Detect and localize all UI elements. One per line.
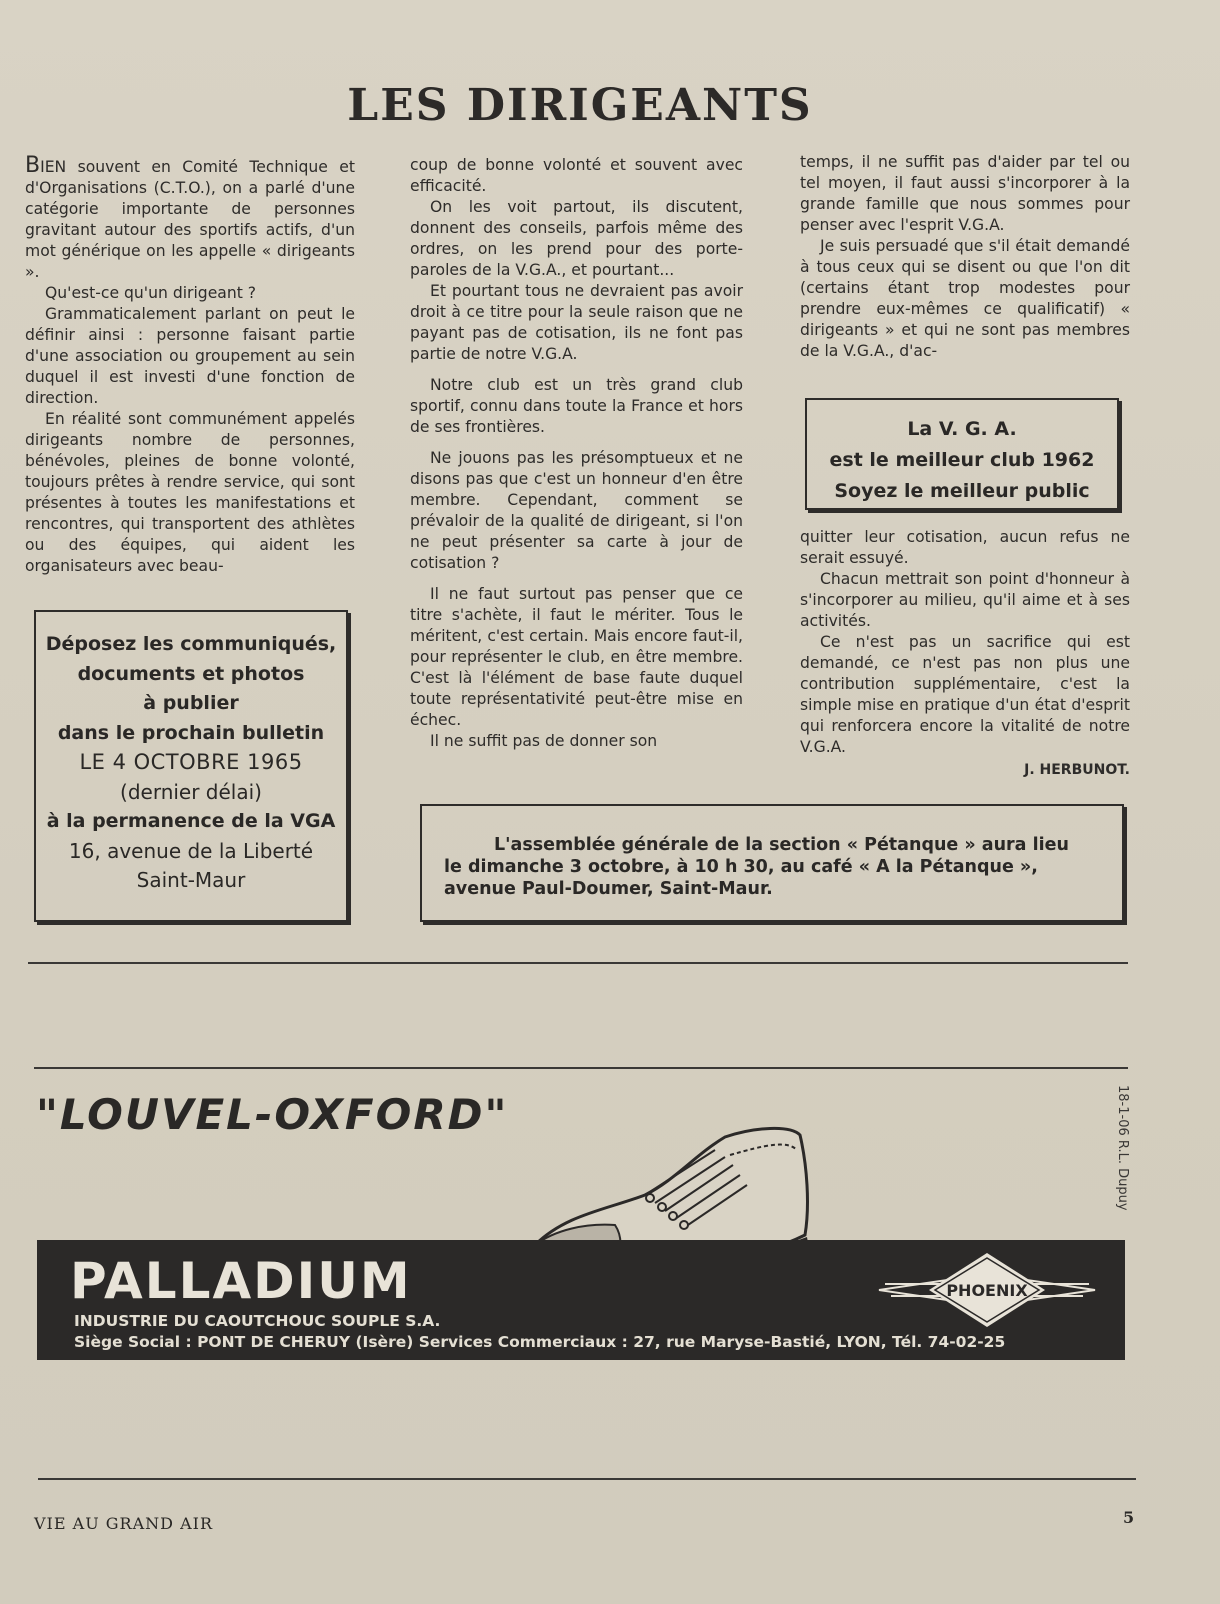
page-number: 5	[1123, 1508, 1135, 1527]
vga-line-1: La V. G. A.	[907, 418, 1017, 440]
ad-slogan: "LOUVEL-OXFORD"	[36, 1090, 509, 1139]
deposit-line-4: dans le prochain bulletin	[57, 721, 325, 744]
deposit-line-1: Déposez les communiqués,	[45, 633, 337, 655]
author-signature: J. HERBUNOT.	[1024, 762, 1130, 778]
deposit-date: LE 4 OCTOBRE 1965	[79, 750, 303, 774]
vga-notice-box	[805, 398, 1119, 510]
deposit-notice-box	[34, 610, 348, 922]
deposit-line-3: à publier	[143, 692, 239, 714]
paragraph: temps, il ne suffit pas d'aider par tel ou tel moyen, il faut aussi s'incorporer à la grande famille que nous sommes pour penser avec l'esprit V.G.A.	[800, 153, 1130, 234]
vga-line-3: Soyez le meilleur public	[834, 480, 1090, 502]
deposit-line-6: (dernier délai)	[120, 779, 262, 804]
deposit-line-2: documents et photos	[77, 662, 305, 685]
paragraph: Et pourtant tous ne devraient pas avoir droit à ce titre pour la seule raison que ne payant pas de cotisation, ils ne font pas partie de notre V.G.A.	[410, 282, 743, 363]
divider	[38, 1478, 1136, 1480]
article-title: LES DIRIGEANTS	[347, 80, 813, 131]
petanque-line-1: L'assemblée générale de la section « Pétanque » aura lieu	[494, 835, 1069, 855]
brand-name: PALLADIUM	[70, 1252, 412, 1310]
magazine-name: VIE AU GRAND AIR	[34, 1514, 213, 1533]
article-column-3-continued	[800, 527, 1130, 781]
paragraph: Grammaticalement parlant on peut le définir ainsi : personne faisant partie d'une association ou groupement au sein duquel il est investi d'une fonction de direction.	[25, 305, 355, 407]
palladium-banner	[37, 1240, 1125, 1360]
petanque-line-2: le dimanche 3 octobre, à 10 h 30, au café « A la Pétanque »,	[444, 857, 1038, 877]
deposit-line-7: à la permanence de la VGA	[46, 810, 336, 832]
paragraph: Il ne faut surtout pas penser que ce titre s'achète, il faut le mériter. Tous le méritent, c'est certain. Mais encore faut-il, pour représenter le club, en être membre. C'est là l'élément de base faute duquel toute représentativité peut-être mise en échec.	[410, 585, 743, 729]
drop-cap: B	[25, 153, 41, 178]
paragraph: Ne jouons pas les présomptueux et ne disons pas que c'est un honneur d'en être membre. Cependant, comment se prévaloir de la qualité de dirigeant, si l'on ne peut présenter sa carte à jour de cotisation ?	[410, 449, 743, 572]
petanque-line-3: avenue Paul-Doumer, Saint-Maur.	[444, 879, 773, 899]
paragraph: coup de bonne volonté et souvent avec efficacité.	[410, 156, 743, 195]
paragraph: Je suis persuadé que s'il était demandé à tous ceux qui se disent ou que l'on dit (certains étant trop modestes pour prendre eux-mêmes ce qualificatif) « dirigeants » et qui ne sont pas membres de la V.G.A., d'ac-	[800, 237, 1130, 360]
article-column-1	[25, 155, 355, 577]
logo-text: PHOENIX	[946, 1281, 1028, 1300]
paragraph: quitter leur cotisation, aucun refus ne serait essuyé.	[800, 528, 1130, 567]
paragraph: Chacun mettrait son point d'honneur à s'incorporer au milieu, qu'il aime et à ses activités.	[800, 570, 1130, 630]
company-name: INDUSTRIE DU CAOUTCHOUC SOUPLE S.A.	[74, 1312, 441, 1330]
phoenix-logo	[877, 1250, 1097, 1330]
petanque-notice-box	[420, 804, 1124, 922]
ad-credit: 18-1-06 R.L. Dupuy	[1115, 1085, 1130, 1211]
paragraph: Il ne suffit pas de donner son	[430, 732, 658, 750]
paragraph: Notre club est un très grand club sportif, connu dans toute la France et hors de ses frontières.	[410, 376, 743, 436]
paragraph: En réalité sont communément appelés dirigeants nombre de personnes, bénévoles, pleines de bonne volonté, toujours prêtes à rendre service, qui sont présentes à toutes les manifestations et rencontres, qui transportent des athlètes ou des équipes, qui aident les organisateurs avec beau-	[25, 410, 355, 575]
paragraph: Ce n'est pas un sacrifice qui est demandé, ce n'est pas non plus une contribution supplémentaire, c'est la simple mise en pratique d'un état d'esprit qui renforcera encore la vitalité de notre V.G.A.	[800, 633, 1130, 756]
deposit-line-8: 16, avenue de la Liberté	[68, 838, 314, 863]
article-column-3	[800, 152, 1130, 362]
paragraph: On les voit partout, ils discutent, donnent des conseils, parfois même des ordres, on les prend pour des porte-paroles de la V.G.A., et pourtant...	[410, 198, 743, 279]
vga-line-2: est le meilleur club 1962	[829, 449, 1095, 471]
divider	[34, 1067, 1128, 1069]
divider	[28, 962, 1128, 964]
paragraph: BIEN souvent en Comité Technique et d'Organisations (C.T.O.), on a parlé d'une catégorie importante de personnes gravitant autour des sportifs actifs, d'un mot générique on les appelle « dirigeants ».	[25, 153, 355, 281]
paragraph: Qu'est-ce qu'un dirigeant ?	[45, 284, 257, 302]
company-address: Siège Social : PONT DE CHERUY (Isère) Services Commerciaux : 27, rue Maryse-Bastié, LYON, Tél. 74-02-25	[74, 1333, 1006, 1351]
deposit-line-9: Saint-Maur	[136, 868, 246, 892]
article-column-2	[410, 155, 743, 752]
